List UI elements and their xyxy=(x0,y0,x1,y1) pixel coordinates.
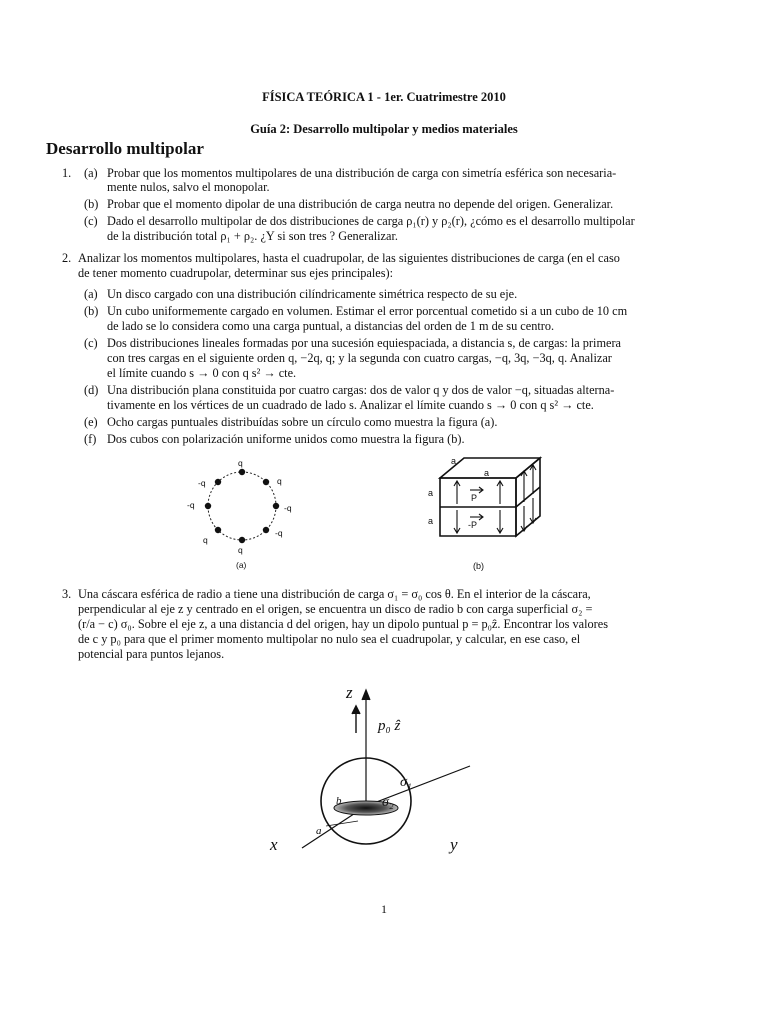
p1b-line-1: Probar que el momento dipolar de una distribución de carga neutra no depende del origen. Generalizar. xyxy=(107,197,614,211)
p2-intro-line-2: de tener momento cuadrupolar, determinar sus ejes principales): xyxy=(78,266,394,280)
charge-dot-bottom-left xyxy=(215,527,221,533)
side-label-top: a xyxy=(451,456,457,466)
p3-line-2: perpendicular al eje z y centrado en el origen, se encuentra un disco de radio b con carga superficial σ₂ = xyxy=(78,602,593,616)
p2d-label: (d) xyxy=(84,383,99,397)
polarization-up-label: P xyxy=(471,493,478,503)
figure-3-sphere-disc-dipole xyxy=(260,678,490,858)
p2d-line-1: Una distribución plana constituida por cuatro cargas: dos de valor q y dos de valor −q, situadas alterna- xyxy=(107,383,615,397)
p2d-line-2: tivamente en los vértices de un cuadrado de lado s. Analizar el límite cuando s → 0 con q s² → cte. xyxy=(107,398,594,412)
page-number: 1 xyxy=(381,902,387,916)
course-title: FÍSICA TEÓRICA 1 - 1er. Cuatrimestre 2010 xyxy=(262,90,506,104)
dipole-arrowhead xyxy=(352,706,360,714)
p3-line-3: (r/a − c) σ₀. Sobre el eje z, a una distancia d del origen, hay un dipolo puntual p = p₀ẑ. Encontrar los valores xyxy=(78,617,609,631)
charge-dot-top-left xyxy=(215,479,221,485)
sigma2-label: σ₂ xyxy=(382,795,394,810)
p2f-line-1: Dos cubos con polarización uniforme unidos como muestra la figura (b). xyxy=(107,432,465,446)
p2c-line-3: el límite cuando s → 0 con q s² → cte. xyxy=(107,366,297,380)
charge-dot-top xyxy=(239,469,245,475)
charge-dot-left xyxy=(205,503,211,509)
shell-radius-label: a xyxy=(316,825,322,837)
p2b-line-1: Un cubo uniformemente cargado en volumen. Estimar el error porcentual cometido si a un cubo de 10 cm xyxy=(107,304,628,318)
disc-radius-label: b xyxy=(336,795,342,807)
p2a-line-1: Un disco cargado con una distribución cilíndricamente simétrica respecto de su eje. xyxy=(107,287,518,301)
guide-title: Guía 2: Desarrollo multipolar y medios materiales xyxy=(250,122,518,136)
p2-intro-line-1: Analizar los momentos multipolares, hasta el cuadrupolar, de las siguientes distribuciones de carga (en el caso xyxy=(78,251,620,265)
p1c-label: (c) xyxy=(84,214,98,228)
p2f-label: (f) xyxy=(84,432,97,446)
figure-a-charge-ring xyxy=(180,452,310,572)
charge-label-bottom-left: q xyxy=(203,535,208,545)
dipole-label: p₀ ẑ xyxy=(378,718,401,734)
side-label-lower-left: a xyxy=(428,516,434,526)
p2c-line-2: con tres cargas en el siguiente orden q, −2q, q; y la segunda con cuatro cargas, −q, 3q, −3q, q. Analizar xyxy=(107,351,612,365)
y-axis-label: y xyxy=(450,835,458,854)
charge-dot-top-right xyxy=(263,479,269,485)
charge-label-top-right: q xyxy=(277,476,282,486)
charge-dot-bottom xyxy=(239,537,245,543)
problem-2-number: 2. xyxy=(62,251,72,265)
p1c-line-1: Dado el desarrollo multipolar de dos distribuciones de carga ρ₁(r) y ρ₂(r), ¿cómo es el desarrollo multipolar xyxy=(107,214,635,228)
side-label-top-face: a xyxy=(484,468,490,478)
side-label-upper-left: a xyxy=(428,488,434,498)
x-axis-label: x xyxy=(270,835,278,854)
z-axis-label: z xyxy=(346,683,353,702)
problem-3-number: 3. xyxy=(62,587,72,601)
p2e-line-1: Ocho cargas puntuales distribuídas sobre un círculo como muestra la figura (a). xyxy=(107,415,498,429)
p2b-line-2: de lado se lo considera como una carga puntual, a distancias del orden de 1 m de su centro. xyxy=(107,319,555,333)
p2a-label: (a) xyxy=(84,287,98,301)
p1b-label: (b) xyxy=(84,197,99,211)
charge-label-left: -q xyxy=(187,500,195,510)
p2e-label: (e) xyxy=(84,415,98,429)
p1a-line-2: mente nulos, salvo el monopolar. xyxy=(107,180,270,194)
charge-dot-right xyxy=(273,503,279,509)
figure-a-caption: (a) xyxy=(236,560,247,570)
z-axis-arrowhead xyxy=(362,690,370,700)
charge-label-top-left: -q xyxy=(198,478,206,488)
sigma1-label: σ₁ xyxy=(400,775,412,790)
figure-b-polarized-cubes xyxy=(420,454,560,574)
section-title: Desarrollo multipolar xyxy=(46,139,204,158)
charge-dot-bottom-right xyxy=(263,527,269,533)
figure-b-caption: (b) xyxy=(473,561,484,571)
p2c-line-1: Dos distribuciones lineales formadas por una sucesión equiespaciada, a distancia s, de cargas: la primera xyxy=(107,336,622,350)
p3-line-4: de c y p₀ para que el primer momento multipolar no nulo sea el cuadrupolar, y calcular, en ese caso, el xyxy=(78,632,581,646)
p1a-line-1: Probar que los momentos multipolares de una distribución de carga con simetría esférica son necesaria- xyxy=(107,166,617,180)
charge-label-top: q xyxy=(238,458,243,468)
charge-label-bottom: q xyxy=(238,545,243,555)
problem-1-number: 1. xyxy=(62,166,72,180)
p2c-label: (c) xyxy=(84,336,98,350)
cube-divider-side xyxy=(516,487,540,507)
p3-line-5: potencial para puntos lejanos. xyxy=(78,647,225,661)
p1c-line-2: de la distribución total ρ₁ + ρ₂. ¿Y si son tres ? Generalizar. xyxy=(107,229,398,243)
p2b-label: (b) xyxy=(84,304,99,318)
charge-label-right: -q xyxy=(284,503,292,513)
p3-line-1: Una cáscara esférica de radio a tiene una distribución de carga σ₁ = σ₀ cos θ. En el interior de la cáscara, xyxy=(78,587,591,601)
charge-label-bottom-right: -q xyxy=(275,528,283,538)
polarization-down-label: -P xyxy=(468,520,477,530)
p1a-label: (a) xyxy=(84,166,98,180)
